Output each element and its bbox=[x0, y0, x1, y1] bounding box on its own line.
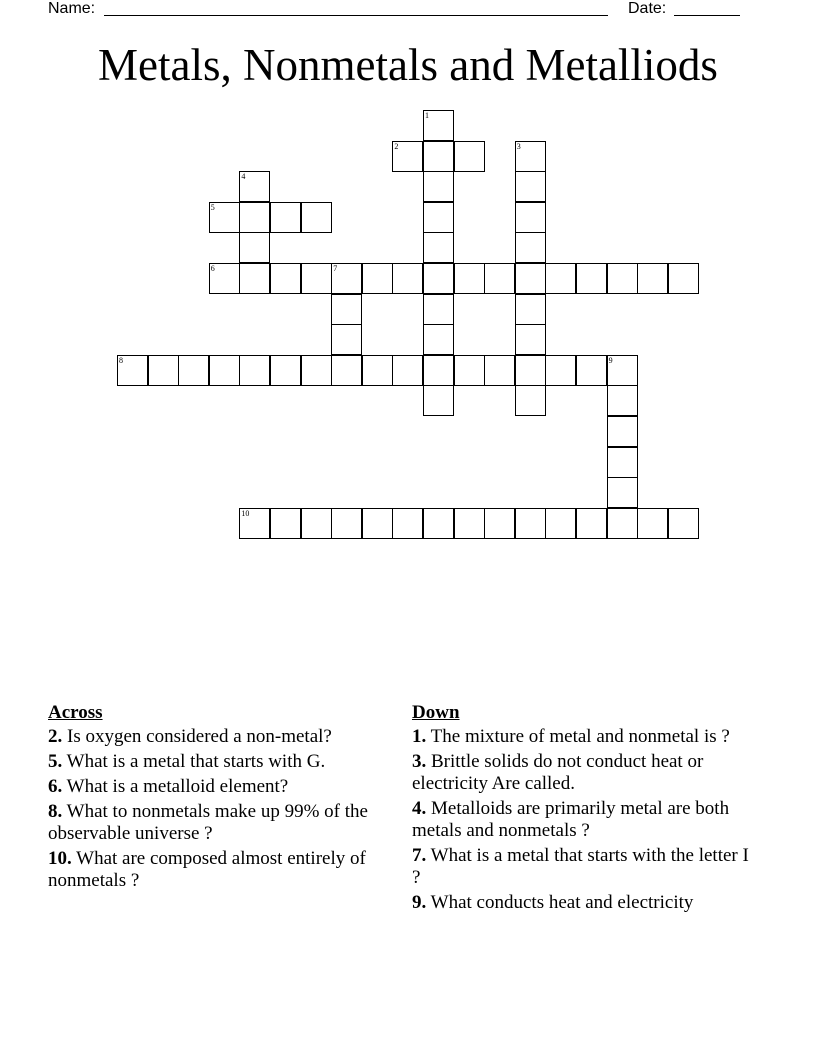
crossword-cell[interactable] bbox=[545, 508, 576, 539]
crossword-cell[interactable] bbox=[362, 263, 393, 294]
crossword-cell[interactable] bbox=[515, 355, 546, 386]
crossword-cell[interactable] bbox=[270, 508, 301, 539]
across-clue bbox=[48, 751, 388, 773]
clue-text: Metalloids are primarily metal are both metals and nonmetals ? bbox=[412, 798, 730, 841]
clue-number-label: 7. bbox=[412, 845, 427, 866]
clue-number: 6 bbox=[210, 264, 215, 273]
crossword-cell[interactable] bbox=[515, 202, 546, 233]
clue-text: What is a metal that starts with the letter I ? bbox=[412, 845, 749, 888]
across-clue bbox=[48, 776, 388, 798]
crossword-cell[interactable] bbox=[178, 355, 209, 386]
crossword-cell[interactable] bbox=[239, 202, 270, 233]
crossword-cell[interactable] bbox=[515, 508, 546, 539]
across-heading: Across bbox=[48, 702, 103, 723]
crossword-cell[interactable] bbox=[607, 355, 638, 386]
crossword-cell[interactable] bbox=[331, 508, 362, 539]
crossword-cell[interactable] bbox=[515, 294, 546, 325]
crossword-cell[interactable] bbox=[331, 324, 362, 355]
crossword-cell[interactable] bbox=[423, 385, 454, 416]
crossword-cell[interactable] bbox=[301, 508, 332, 539]
crossword-cell[interactable] bbox=[239, 171, 270, 202]
crossword-cell[interactable] bbox=[423, 141, 454, 172]
crossword-cell[interactable] bbox=[331, 263, 362, 294]
crossword-cell[interactable] bbox=[515, 263, 546, 294]
crossword-cell[interactable] bbox=[423, 355, 454, 386]
clue-text: Is oxygen considered a non-metal? bbox=[62, 726, 332, 747]
clue-number-label: 9. bbox=[412, 892, 427, 913]
clue-number: 1 bbox=[425, 111, 429, 120]
crossword-cell[interactable] bbox=[607, 447, 638, 478]
crossword-cell[interactable] bbox=[668, 508, 699, 539]
clue-number-label: 6. bbox=[48, 776, 63, 797]
crossword-cell[interactable] bbox=[607, 263, 638, 294]
crossword-cell[interactable] bbox=[423, 263, 454, 294]
clue-number: 4 bbox=[241, 172, 246, 182]
crossword-cell[interactable] bbox=[239, 263, 270, 294]
clue-number-label: 5. bbox=[48, 751, 63, 772]
clue-text: What conducts heat and electricity bbox=[426, 892, 694, 913]
down-clue bbox=[412, 892, 752, 914]
crossword-cell[interactable] bbox=[423, 202, 454, 233]
crossword-cell[interactable] bbox=[362, 508, 393, 539]
crossword-cell[interactable] bbox=[545, 355, 576, 386]
crossword-cell[interactable] bbox=[117, 355, 148, 386]
crossword-cell[interactable] bbox=[515, 171, 546, 202]
clue-text: What is a metalloid element? bbox=[62, 776, 289, 797]
down-clue bbox=[412, 798, 752, 842]
crossword-cell[interactable] bbox=[607, 416, 638, 447]
crossword-cell[interactable] bbox=[607, 508, 638, 539]
clue-text: Brittle solids do not conduct heat or electricity Are called. bbox=[412, 751, 704, 794]
down-clue-list bbox=[412, 726, 752, 914]
crossword-cell[interactable] bbox=[484, 355, 515, 386]
crossword-cell[interactable] bbox=[301, 355, 332, 386]
crossword-cell[interactable] bbox=[637, 263, 668, 294]
down-clues bbox=[412, 702, 752, 917]
across-clue-list bbox=[48, 726, 388, 892]
crossword-cell[interactable] bbox=[239, 232, 270, 263]
crossword-cell[interactable] bbox=[576, 355, 607, 386]
clue-number: 2 bbox=[394, 141, 399, 151]
crossword-cell[interactable] bbox=[392, 141, 423, 172]
crossword-cell[interactable] bbox=[545, 263, 576, 294]
date-label: Date: bbox=[628, 0, 667, 17]
down-clue bbox=[412, 751, 752, 795]
clue-text: What are composed almost entirely of nonmetals ? bbox=[48, 848, 366, 891]
down-heading: Down bbox=[412, 702, 460, 723]
across-clues bbox=[48, 702, 388, 895]
crossword-cell[interactable] bbox=[484, 508, 515, 539]
crossword-cell[interactable] bbox=[454, 141, 485, 172]
crossword-cell[interactable] bbox=[209, 355, 240, 386]
crossword-cell[interactable] bbox=[515, 141, 546, 172]
crossword-cell[interactable] bbox=[331, 294, 362, 325]
clue-number-label: 10. bbox=[48, 848, 72, 869]
crossword-cell[interactable] bbox=[270, 355, 301, 386]
crossword-cell[interactable] bbox=[392, 355, 423, 386]
crossword-cell[interactable] bbox=[515, 385, 546, 416]
crossword-cell[interactable] bbox=[515, 324, 546, 355]
across-clue bbox=[48, 801, 388, 845]
crossword-cell[interactable] bbox=[484, 263, 515, 294]
crossword-cell[interactable] bbox=[148, 355, 179, 386]
clue-number: 8 bbox=[119, 355, 123, 365]
crossword-cell[interactable] bbox=[423, 232, 454, 263]
crossword-cell[interactable] bbox=[515, 232, 546, 263]
clue-number-label: 1. bbox=[412, 726, 427, 747]
crossword-cell[interactable] bbox=[423, 171, 454, 202]
crossword-cell[interactable] bbox=[576, 263, 607, 294]
crossword-cell[interactable] bbox=[454, 355, 485, 386]
crossword-cell[interactable] bbox=[362, 355, 393, 386]
clue-number: 10 bbox=[241, 508, 250, 518]
clue-number: 7 bbox=[333, 264, 338, 273]
crossword-cell[interactable] bbox=[209, 263, 240, 294]
crossword-cell[interactable] bbox=[209, 202, 240, 233]
name-label: Name: bbox=[48, 0, 96, 17]
crossword-cell[interactable] bbox=[392, 508, 423, 539]
crossword-cell[interactable] bbox=[331, 355, 362, 386]
down-clue bbox=[412, 845, 752, 889]
across-clue bbox=[48, 726, 388, 748]
clue-number: 9 bbox=[608, 355, 613, 365]
crossword-cell[interactable] bbox=[392, 263, 423, 294]
clue-number-label: 3. bbox=[412, 751, 427, 772]
crossword-cell[interactable] bbox=[454, 508, 485, 539]
crossword-cell[interactable] bbox=[423, 324, 454, 355]
crossword-cell[interactable] bbox=[423, 294, 454, 325]
crossword-cell[interactable] bbox=[637, 508, 668, 539]
crossword-cell[interactable] bbox=[607, 477, 638, 508]
crossword-cell[interactable] bbox=[239, 355, 270, 386]
page-title: Metals, Nonmetals and Metalliods bbox=[98, 40, 718, 90]
crossword-cell[interactable] bbox=[301, 202, 332, 233]
clue-text: What to nonmetals make up 99% of the observable universe ? bbox=[48, 801, 368, 844]
crossword-cell[interactable] bbox=[668, 263, 699, 294]
crossword-cell[interactable] bbox=[607, 385, 638, 416]
clue-number: 5 bbox=[210, 202, 215, 212]
clue-number-label: 8. bbox=[48, 801, 63, 822]
down-clue bbox=[412, 726, 752, 748]
crossword-cell[interactable] bbox=[239, 508, 270, 539]
crossword-cell[interactable] bbox=[454, 263, 485, 294]
crossword-cell[interactable] bbox=[301, 263, 332, 294]
clue-text: The mixture of metal and nonmetal is ? bbox=[426, 726, 730, 747]
crossword-cell[interactable] bbox=[270, 202, 301, 233]
clue-text: What is a metal that starts with G. bbox=[62, 751, 326, 772]
crossword-cell[interactable] bbox=[423, 110, 454, 141]
crossword-cell[interactable] bbox=[270, 263, 301, 294]
clue-number: 3 bbox=[516, 141, 521, 151]
clue-number-label: 2. bbox=[48, 726, 63, 747]
crossword-cell[interactable] bbox=[423, 508, 454, 539]
clue-number-label: 4. bbox=[412, 798, 427, 819]
across-clue bbox=[48, 848, 388, 892]
crossword-cell[interactable] bbox=[576, 508, 607, 539]
